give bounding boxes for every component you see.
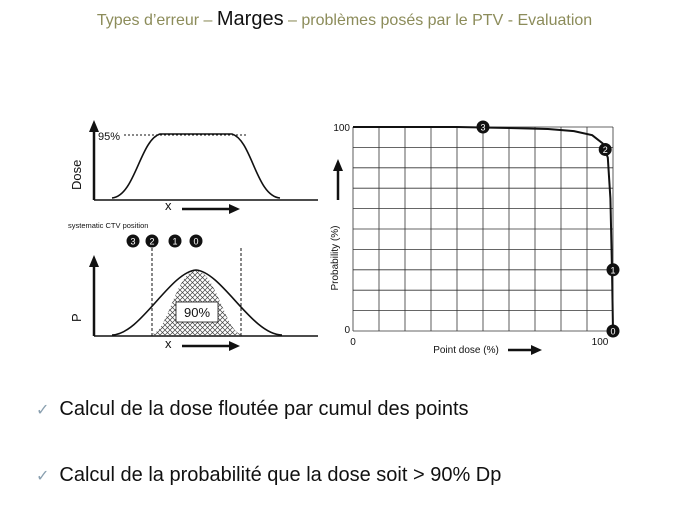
dose-curve (112, 134, 280, 198)
bullet-item (36, 464, 501, 487)
chart-grid (353, 127, 616, 331)
title-suffix: – problèmes posés par le PTV - Evaluation (283, 12, 593, 29)
y-axis-label: Probability (%) (330, 225, 341, 291)
chart-marker-label: 1 (610, 265, 616, 276)
x-arrow-bottom-head (229, 341, 240, 351)
x-axis-label: Point dose (%) (433, 345, 499, 356)
x-label-bottom: x (165, 336, 172, 351)
probability-chart (330, 121, 620, 357)
x-tick-100: 100 (591, 337, 609, 348)
systematic-markers (127, 235, 203, 248)
title-main: Marges (216, 8, 284, 30)
probability-panel (69, 248, 318, 351)
x-arrow-top-head (229, 204, 240, 214)
svg-text:2: 2 (149, 236, 155, 247)
title-prefix: Types d’erreur – (96, 12, 217, 29)
dose-profile-panel (69, 120, 318, 214)
dose-95-label: 95% (98, 131, 121, 143)
svg-text:3: 3 (130, 236, 136, 247)
svg-text:1: 1 (172, 236, 178, 247)
x-label-top: x (165, 198, 172, 213)
x-tick-0: 0 (350, 337, 356, 348)
y-tick-100: 100 (333, 123, 350, 134)
systematic-label: systematic CTV position (68, 221, 149, 230)
check-icon: ✓ (36, 468, 50, 485)
chart-marker-label: 0 (610, 326, 616, 337)
percent-90-label: 90% (183, 305, 211, 320)
bullet-text: Calcul de la dose floutée par cumul des points (59, 398, 469, 420)
chart-marker-label: 2 (602, 144, 608, 155)
y-axis-arrow-head (333, 159, 343, 171)
dose-axis-label: Dose (69, 159, 84, 190)
p-axis-arrow (89, 255, 99, 267)
check-icon: ✓ (36, 402, 50, 419)
bullet-text: Calcul de la probabilité que la dose soit > 90% Dp (59, 464, 502, 486)
p-axis-label: P (69, 313, 84, 322)
x-axis-arrow-head (531, 345, 542, 355)
bullet-item (36, 398, 469, 421)
chart-marker-label: 3 (480, 122, 486, 133)
y-tick-0: 0 (344, 325, 350, 336)
svg-text:0: 0 (193, 236, 199, 247)
